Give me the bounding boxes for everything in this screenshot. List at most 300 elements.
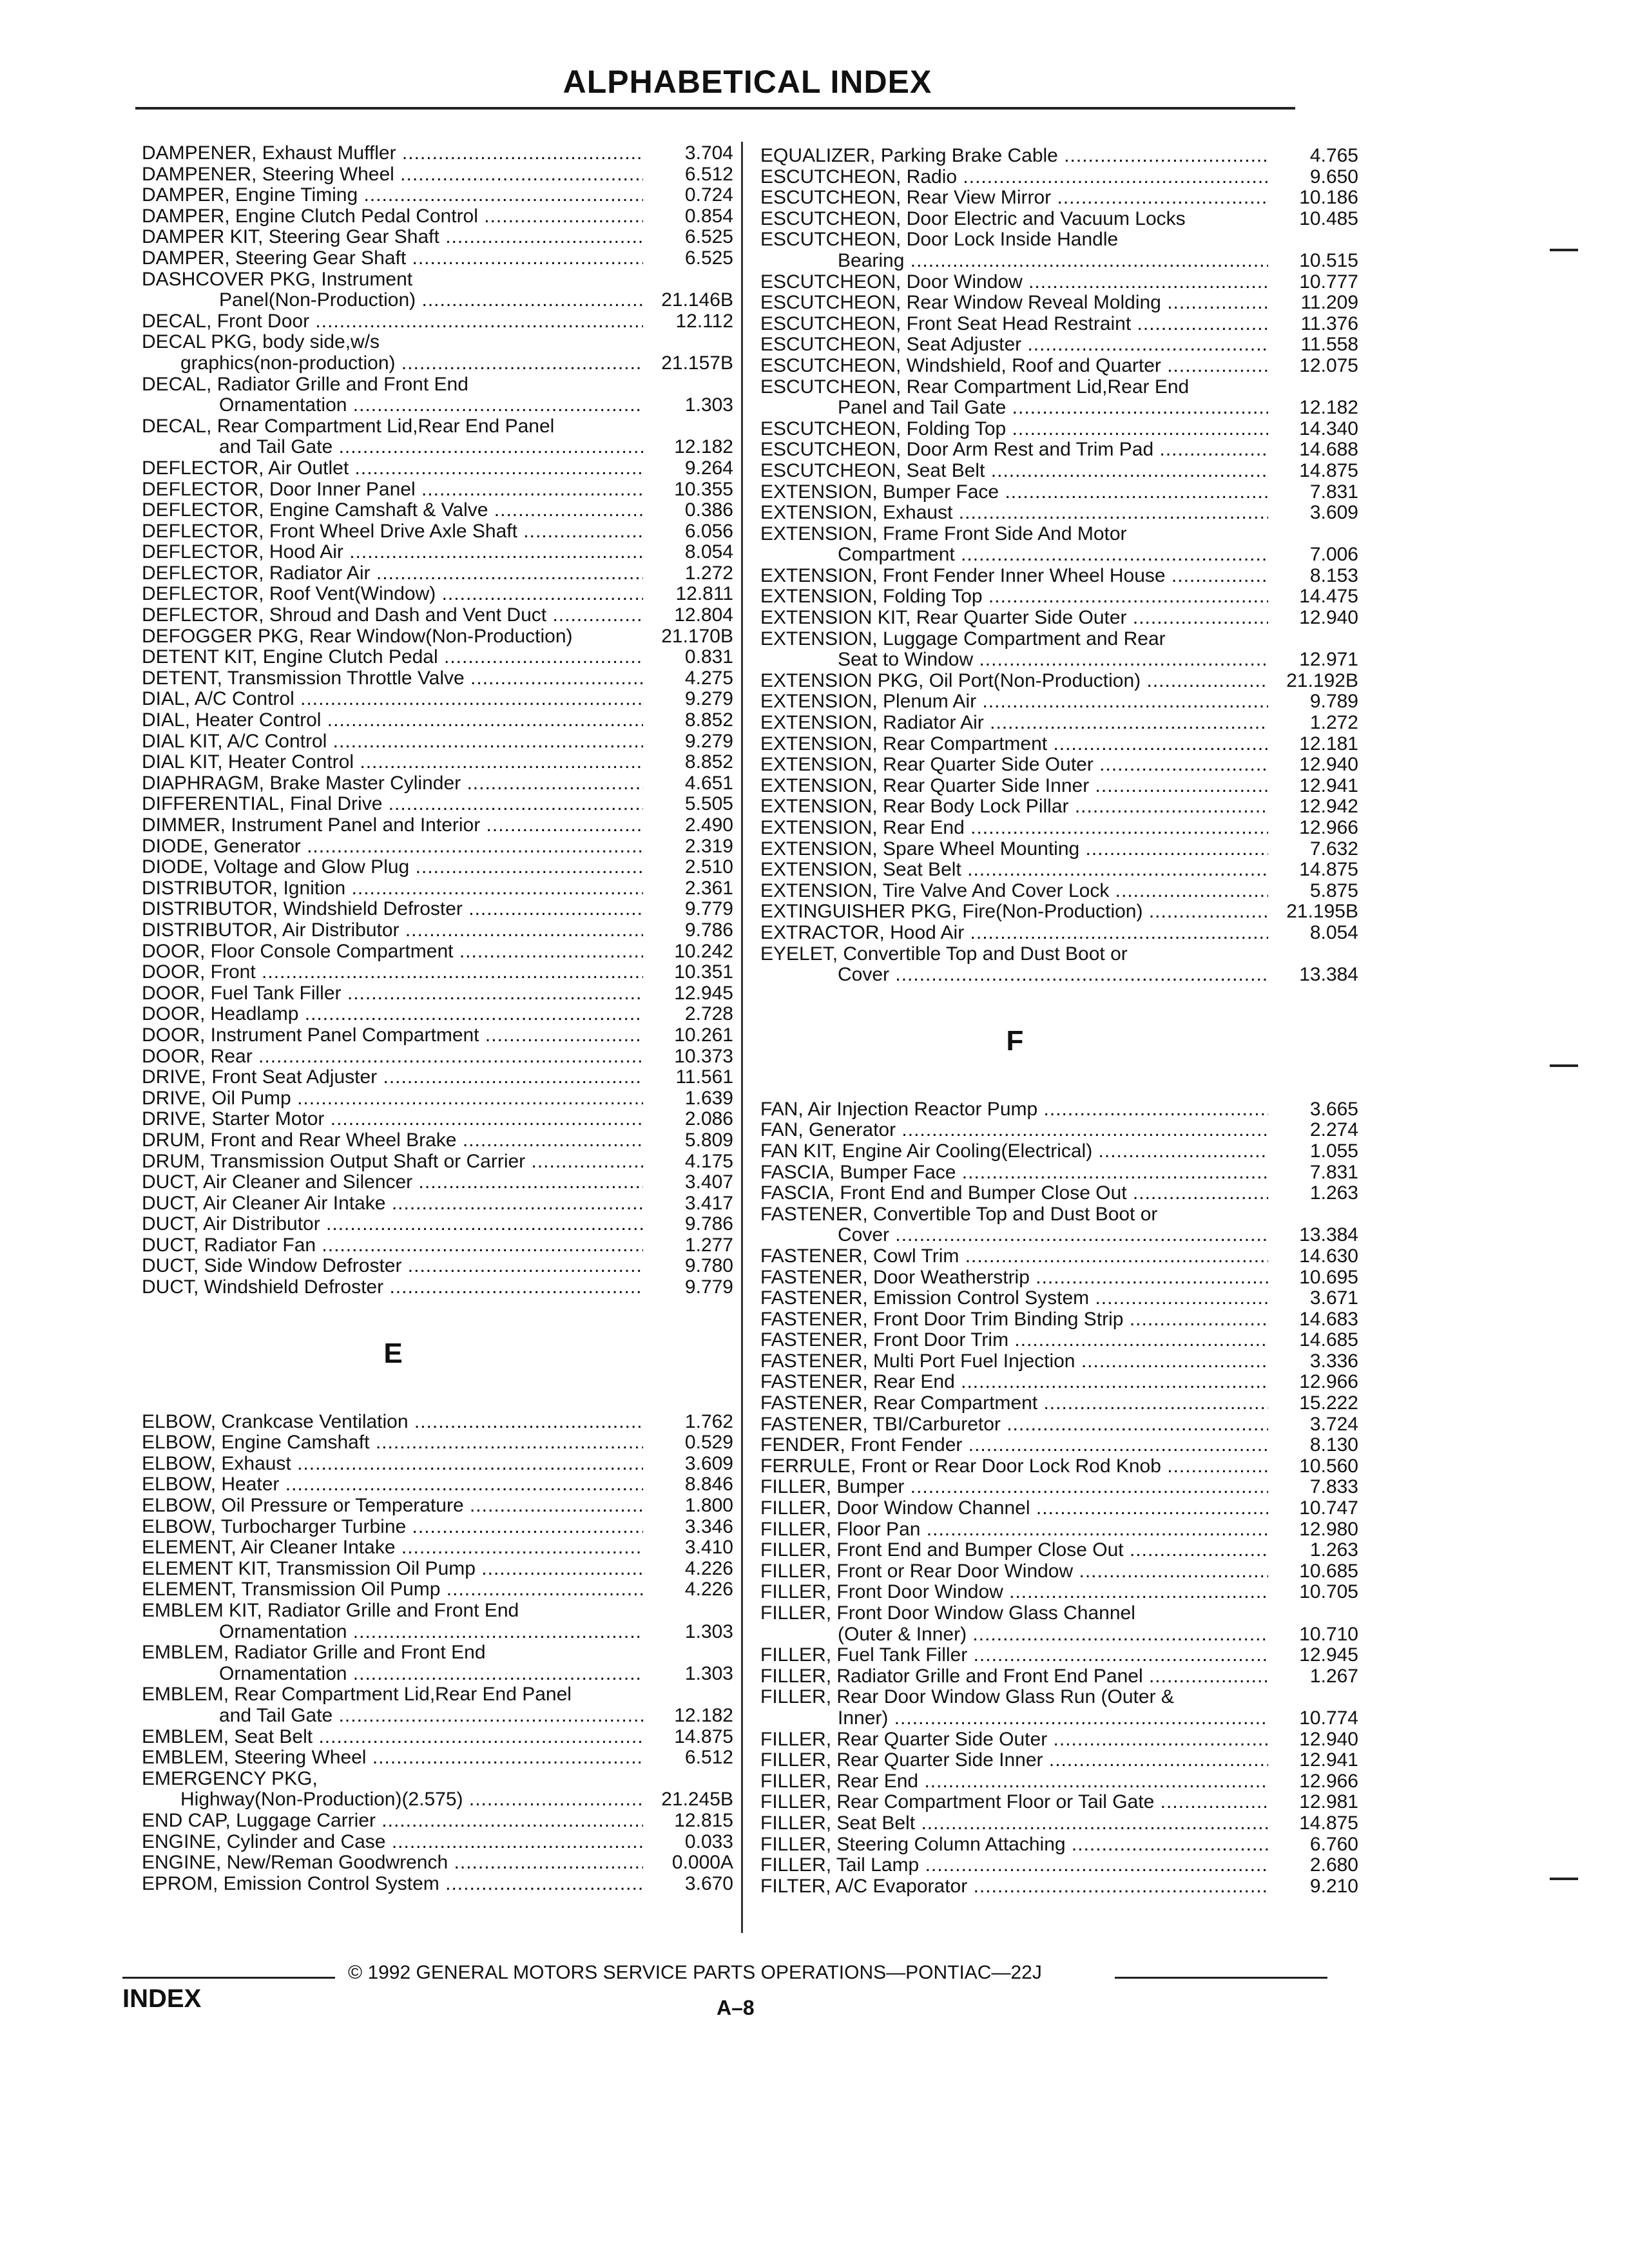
entry-reference-number: 14.685 [1299,1329,1358,1351]
entry-text [142,878,643,899]
entry-text [142,1769,643,1811]
entry-part-name: EXTENSION, Radiator Air ..... [760,713,1268,734]
entry-reference-number: 2.361 [684,877,733,899]
index-entry [760,818,1360,839]
index-entry [760,944,1360,986]
entry-reference-number: 10.560 [1299,1455,1358,1477]
entry-part-name: EPROM, Emission Control System ..... [142,1874,643,1895]
index-entry [142,521,735,543]
entry-reference-number: 21.157B [661,352,733,374]
index-entry [142,647,735,668]
entries-e-left [142,1412,735,1895]
entry-text [760,691,1268,713]
entry-part-name: FASTENER, Rear End ..... [760,1372,1268,1393]
entry-reference-number: 2.490 [684,814,733,836]
index-entry [142,185,735,206]
section-letter-f: F [1006,1024,1024,1057]
entry-reference-number: 2.728 [684,1003,733,1025]
entry-reference-number: 8.846 [684,1474,733,1495]
index-entry [142,1727,735,1748]
index-entry [760,1729,1360,1751]
right-column [760,146,1360,1897]
entry-part-name: DEFLECTOR, Shroud and Dash and Vent Duct ..... [142,605,643,626]
entry-part-name: EXTENSION, Luggage Compartment and Rear [760,628,1166,649]
entry-reference-number: 1.303 [684,1662,733,1684]
entry-text [760,1792,1268,1813]
entry-reference-number: 3.609 [684,1452,733,1474]
entry-reference-number: 7.831 [1309,1161,1358,1183]
entry-part-name: FILLER, Front Door Window Glass Channel [760,1603,1135,1624]
entry-part-name: ELBOW, Heater ..... [142,1474,643,1495]
entry-reference-number: 14.683 [1299,1308,1358,1330]
index-entry [760,923,1360,944]
entry-text [142,563,643,584]
entry-part-name: ENGINE, New/Reman Goodwrench ..... [142,1852,643,1874]
entry-text [760,1267,1268,1289]
entry-text [760,901,1268,923]
entry-reference-number: 8.852 [684,709,733,731]
index-entry [760,1645,1360,1666]
index-entry [760,713,1360,734]
entry-part-name: EMBLEM, Rear Compartment Lid,Rear End Panel [142,1684,572,1706]
entry-part-name: EMBLEM, Steering Wheel ..... [142,1747,643,1769]
entry-reference-number: 12.112 [675,310,733,332]
entry-reference-number: 6.525 [684,226,733,248]
column-divider [741,142,743,1933]
index-entry [142,563,735,584]
entry-text [760,566,1268,587]
entry-reference-number: 8.153 [1309,564,1358,586]
entry-reference-number: 2.086 [684,1108,733,1130]
entry-text [760,1309,1268,1331]
entry-part-name: FILTER, A/C Evaporator ..... [760,1876,1268,1898]
entry-reference-number: 7.006 [1309,544,1358,566]
entry-text [142,899,643,920]
entry-text [142,164,643,186]
index-entry [142,920,735,941]
entry-part-name: FASTENER, Multi Port Fuel Injection ..... [760,1351,1268,1372]
page-number: A–8 [717,1996,755,2019]
entry-part-name: EXTENSION, Front Fender Inner Wheel House ..... [760,566,1268,587]
index-entry [142,1277,735,1298]
entry-continuation: Highway(Non-Production)(2.575) ..... [142,1789,643,1811]
entry-text [142,1256,643,1277]
entry-part-name: FAN KIT, Engine Air Cooling(Electrical) ..... [760,1141,1268,1162]
entry-part-name: ELBOW, Engine Camshaft ..... [142,1432,643,1454]
entry-reference-number: 9.210 [1309,1875,1358,1897]
entry-text [760,1246,1268,1267]
entry-text [760,1393,1268,1414]
entry-text [142,836,643,858]
entry-text [142,1412,643,1433]
entry-part-name: FILLER, Rear Door Window Glass Run (Outer & [760,1687,1174,1708]
index-entry [142,1769,735,1811]
entry-reference-number: 9.779 [684,1276,733,1298]
entry-text [760,293,1268,314]
index-entry [760,1813,1360,1834]
index-entry [142,857,735,878]
index-entry [760,146,1360,167]
entry-text [142,1172,643,1193]
entry-text [760,1750,1268,1771]
index-entry [760,586,1360,608]
index-entry [142,500,735,521]
entry-reference-number: 0.000A [671,1852,733,1874]
entry-reference-number: 1.762 [684,1410,733,1432]
index-entry [760,1750,1360,1771]
entry-continuation: Compartment ..... [760,544,1268,566]
entry-reference-number: 3.407 [684,1171,733,1193]
index-entry [142,143,735,164]
entry-part-name: DAMPER, Steering Gear Shaft ..... [142,248,643,269]
index-entry [760,167,1360,188]
entry-reference-number: 8.054 [1309,921,1358,943]
index-entry [760,1330,1360,1351]
entry-text [760,1141,1268,1162]
entry-part-name: ESCUTCHEON, Seat Belt ..... [760,461,1268,482]
entry-text [142,584,643,605]
entry-reference-number: 1.055 [1309,1140,1358,1162]
entry-text [142,1852,643,1874]
entry-reference-number: 4.226 [684,1557,733,1579]
entry-part-name: DIODE, Voltage and Glow Plug ..... [142,857,643,878]
entry-reference-number: 10.186 [1299,187,1358,209]
index-entry [142,1495,735,1517]
entry-reference-number: 1.639 [684,1087,733,1109]
index-entry [760,901,1360,923]
entry-text [760,1414,1268,1436]
entry-text [760,796,1268,818]
entry-text [760,629,1268,671]
entry-text [760,944,1268,986]
entry-part-name: DUCT, Side Window Defroster ..... [142,1256,643,1277]
entry-part-name: DISTRIBUTOR, Windshield Defroster ..... [142,899,643,920]
index-entry [142,1474,735,1495]
entry-part-name: EXTENSION, Seat Belt ..... [760,860,1268,881]
entry-part-name: DIMMER, Instrument Panel and Interior ..... [142,815,643,836]
entry-part-name: ESCUTCHEON, Rear View Mirror ..... [760,187,1268,209]
entry-text [142,1046,643,1068]
page-title: ALPHABETICAL INDEX [563,64,932,100]
entry-text [142,668,643,689]
entry-text [142,962,643,983]
index-entry [760,209,1360,230]
index-entry [142,1600,735,1642]
entry-part-name: DECAL, Rear Compartment Lid,Rear End Panel [142,416,555,437]
entry-text [760,818,1268,839]
entry-part-name: ESCUTCHEON, Door Electric and Vacuum Locks [760,208,1186,229]
entry-text [142,500,643,521]
entry-part-name: ESCUTCHEON, Seat Adjuster ..... [760,334,1268,356]
entry-text [142,1130,643,1151]
entry-part-name: DIAL, A/C Control ..... [142,689,643,710]
entry-part-name: ELBOW, Crankcase Ventilation ..... [142,1412,643,1433]
entry-text [760,1561,1268,1582]
entry-part-name: FAN, Generator ..... [760,1120,1268,1141]
entry-text [760,1351,1268,1372]
entry-part-name: DIODE, Generator ..... [142,836,643,858]
entries-d [142,143,735,1298]
entry-text [142,479,643,501]
entry-reference-number: 2.510 [684,856,733,878]
index-entry [760,1771,1360,1792]
entry-text [760,503,1268,524]
entry-part-name: ESCUTCHEON, Door Arm Rest and Trim Pad ..... [760,439,1268,461]
entry-reference-number: 11.209 [1300,292,1358,314]
index-entry [142,164,735,186]
entry-part-name: DUCT, Air Distributor ..... [142,1214,643,1235]
entry-part-name: FASTENER, Front Door Trim Binding Strip ..... [760,1309,1268,1331]
entry-reference-number: 14.875 [1299,1812,1358,1834]
entry-text [142,1684,643,1726]
entry-text [760,776,1268,797]
entry-reference-number: 11.558 [1300,334,1358,356]
entry-continuation: Cover ..... [760,965,1268,986]
index-entry [142,1537,735,1559]
entry-text [142,227,643,248]
entry-part-name: DRUM, Transmission Output Shaft or Carrier ..... [142,1151,643,1173]
entry-text [142,1193,643,1215]
entry-text [760,1603,1268,1645]
entry-text [760,1540,1268,1561]
index-entry [142,605,735,626]
entry-text [142,374,643,416]
entry-text [142,983,643,1004]
entry-part-name: DEFLECTOR, Air Outlet ..... [142,458,643,479]
entry-text [142,710,643,731]
entry-reference-number: 6.512 [684,163,733,185]
index-entry [142,332,735,374]
entry-part-name: ELBOW, Turbocharger Turbine ..... [142,1517,643,1538]
entry-reference-number: 12.945 [1299,1644,1358,1666]
entry-reference-number: 6.525 [684,247,733,269]
index-entry [142,1432,735,1454]
index-entry [142,731,735,753]
index-entry [760,1162,1360,1184]
entry-text [142,1874,643,1895]
entry-reference-number: 4.765 [1309,145,1358,166]
entry-part-name: DOOR, Rear ..... [142,1046,643,1068]
entry-part-name: FILLER, Front Door Window ..... [760,1582,1268,1603]
entry-part-name: EQUALIZER, Parking Brake Cable ..... [760,146,1268,167]
entry-continuation: Ornamentation ..... [142,1664,643,1685]
index-entry [142,1025,735,1046]
index-entry [760,1309,1360,1331]
entry-part-name: EXTENSION, Rear End ..... [760,818,1268,839]
entry-reference-number: 13.384 [1299,1224,1358,1246]
entry-reference-number: 12.940 [1299,1728,1358,1750]
entry-text [142,647,643,668]
index-entry [760,439,1360,461]
entry-continuation: Inner) ..... [760,1708,1268,1729]
footer-copyright: © 1992 GENERAL MOTORS SERVICE PARTS OPERATIONS—PONTIAC—22J [348,1962,1042,1983]
entry-text [142,248,643,269]
entry-reference-number: 1.277 [684,1234,733,1256]
entry-text [142,1277,643,1298]
entry-text [760,923,1268,944]
entry-reference-number: 1.263 [1309,1182,1358,1204]
index-entry [142,1172,735,1193]
index-entry [142,269,735,311]
entry-text [760,734,1268,755]
index-entry [760,629,1360,671]
entry-text [142,605,643,626]
entry-part-name: DEFLECTOR, Roof Vent(Window) ..... [142,584,643,605]
entry-part-name: FILLER, Rear Quarter Side Inner ..... [760,1750,1268,1771]
entry-reference-number: 0.386 [684,499,733,521]
entry-part-name: ELEMENT, Transmission Oil Pump ..... [142,1579,643,1600]
index-entry [760,1372,1360,1393]
entry-reference-number: 10.515 [1299,249,1358,271]
entry-part-name: FILLER, Front or Rear Door Window ..... [760,1561,1268,1582]
index-entry [760,566,1360,587]
entry-text [760,377,1268,419]
footer-rule-right [1115,1977,1327,1979]
index-entry [760,1792,1360,1813]
entry-text [760,1519,1268,1541]
entry-part-name: ELEMENT KIT, Transmission Oil Pump ..... [142,1559,643,1580]
entry-text [142,1832,643,1853]
entry-reference-number: 1.272 [1309,712,1358,734]
entry-text [760,356,1268,377]
entry-reference-number: 10.261 [674,1024,733,1046]
entry-part-name: ESCUTCHEON, Front Seat Head Restraint ..... [760,314,1268,335]
entry-text [142,1109,643,1130]
entry-part-name: EXTENSION, Rear Body Lock Pillar ..... [760,796,1268,818]
entry-reference-number: 0.033 [684,1831,733,1852]
index-entry [760,1141,1360,1162]
entry-reference-number: 2.319 [684,835,733,857]
entry-part-name: FILLER, Rear End ..... [760,1771,1268,1792]
entry-reference-number: 5.875 [1309,879,1358,901]
entry-text [760,1435,1268,1456]
entry-text [142,794,643,815]
title-rule [135,107,1295,110]
entry-reference-number: 8.054 [684,541,733,563]
entry-part-name: ELBOW, Oil Pressure or Temperature ..... [142,1495,643,1517]
margin-tick-mark [1550,1878,1578,1880]
entry-reference-number: 10.242 [674,940,733,962]
entry-text [142,1432,643,1454]
entry-reference-number: 12.980 [1299,1518,1358,1540]
entry-reference-number: 10.355 [674,478,733,500]
entry-reference-number: 5.505 [684,793,733,815]
section-letter-e: E [383,1337,403,1369]
index-entry [142,1454,735,1475]
entry-part-name: DRIVE, Starter Motor ..... [142,1109,643,1130]
entry-reference-number: 10.685 [1299,1560,1358,1582]
entry-reference-number: 3.410 [684,1537,733,1559]
index-entry [760,1855,1360,1876]
entry-text [142,1025,643,1046]
entry-part-name: DEFLECTOR, Radiator Air ..... [142,563,643,584]
index-entry [142,1747,735,1769]
entry-part-name: DRIVE, Front Seat Adjuster ..... [142,1067,643,1088]
entry-reference-number: 7.831 [1309,481,1358,503]
entry-reference-number: 3.609 [1309,502,1358,524]
entry-text [760,671,1268,692]
entry-text [142,626,643,648]
entry-reference-number: 3.671 [1309,1287,1358,1309]
index-entry [142,815,735,836]
index-entry [760,860,1360,881]
entry-part-name: EMBLEM, Radiator Grille and Front End [142,1642,486,1664]
entry-text [142,1600,643,1642]
entry-reference-number: 1.800 [684,1495,733,1517]
entry-part-name: DISTRIBUTOR, Ignition ..... [142,878,643,899]
entry-part-name: EXTENSION, Frame Front Side And Motor [760,523,1127,544]
index-entry [142,710,735,731]
entry-reference-number: 14.875 [674,1725,733,1747]
index-entry [142,206,735,227]
index-entry [760,187,1360,209]
entry-continuation: Bearing ..... [760,251,1268,272]
entry-text [142,1517,643,1538]
entry-part-name: ESCUTCHEON, Radio ..... [760,167,1268,188]
entry-text [142,1454,643,1475]
entry-part-name: DUCT, Air Cleaner Air Intake ..... [142,1193,643,1215]
index-entry [760,356,1360,377]
entry-text [760,1162,1268,1184]
entry-reference-number: 12.804 [674,604,733,626]
entry-reference-number: 14.875 [1299,859,1358,881]
entry-text [142,332,643,374]
index-entry [760,839,1360,860]
index-entry [142,311,735,332]
index-entry [760,419,1360,440]
entry-part-name: ESCUTCHEON, Door Lock Inside Handle [760,229,1119,251]
entry-part-name: FILLER, Front End and Bumper Close Out ..... [760,1540,1268,1561]
entry-part-name: EXTRACTOR, Hood Air ..... [760,923,1268,944]
entry-text [760,839,1268,860]
entry-part-name: FASCIA, Bumper Face ..... [760,1162,1268,1184]
entry-reference-number: 10.705 [1299,1581,1358,1603]
entry-reference-number: 10.485 [1299,207,1358,229]
index-entry [142,1684,735,1726]
index-entry [142,1214,735,1235]
entry-text [142,689,643,710]
entry-part-name: EXTENSION KIT, Rear Quarter Side Outer ..... [760,608,1268,629]
left-column [142,143,735,1894]
entry-text [760,272,1268,293]
index-entry [142,1046,735,1068]
entry-part-name: FILLER, Bumper ..... [760,1477,1268,1498]
entry-reference-number: 6.760 [1309,1833,1358,1855]
entry-reference-number: 3.704 [684,142,733,164]
index-entry [760,334,1360,356]
entry-text [760,1687,1268,1729]
entry-text [142,185,643,206]
entry-text [760,1645,1268,1666]
entry-continuation: Ornamentation ..... [142,1622,643,1643]
index-entry [760,796,1360,818]
entry-part-name: DECAL, Front Door ..... [142,311,643,332]
index-entry [142,878,735,899]
entry-continuation: Panel and Tail Gate ..... [760,398,1268,419]
index-entry [142,542,735,563]
entry-text [760,1813,1268,1834]
entry-part-name: FILLER, Floor Pan ..... [760,1519,1268,1541]
index-entry [760,1603,1360,1645]
entry-reference-number: 12.181 [1299,733,1358,754]
index-entry [142,1109,735,1130]
entry-text [760,1183,1268,1204]
entry-reference-number: 12.966 [1299,1371,1358,1393]
entry-reference-number: 10.777 [1299,271,1358,293]
entry-reference-number: 15.222 [1299,1392,1358,1414]
index-entry [760,229,1360,271]
entry-part-name: DIAL, Heater Control ..... [142,710,643,731]
